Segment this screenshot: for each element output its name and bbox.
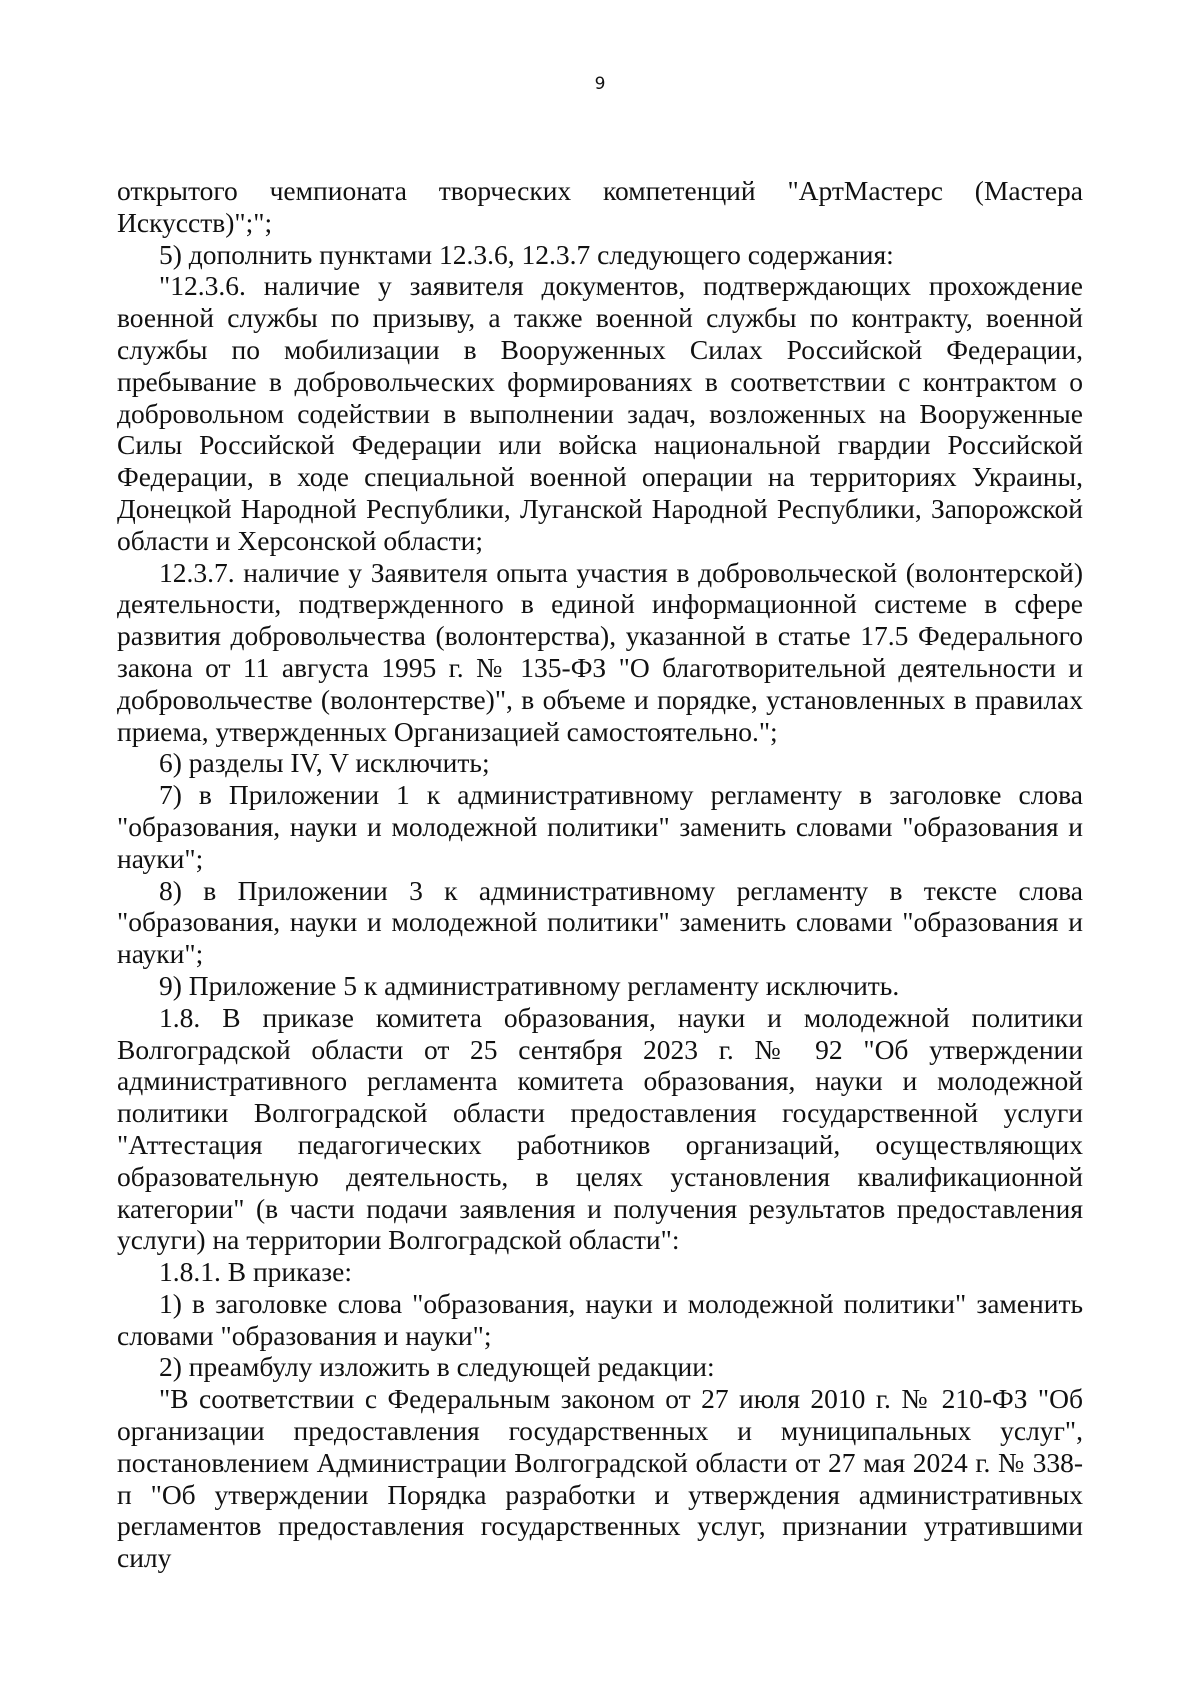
paragraph-preamble: "В соответствии с Федеральным законом от 27 июля 2010 г. № 210-ФЗ "Об организации предоставления государственных и муниципальных услуг", постановлением Администрации Волгоградской области от 27 мая 2024 г. № 338-п "Об утверждении Порядка разработки и утверждения административных регламентов предоставления государственных услуг, признании утратившими силу [117,1383,1083,1574]
paragraph-1-8-1: 1.8.1. В приказе: [159,1256,353,1288]
page-number: 9 [594,74,606,94]
paragraph-item-5: 5) дополнить пунктами 12.3.6, 12.3.7 следующего содержания: [159,238,894,270]
paragraph-12-3-7: 12.3.7. наличие у Заявителя опыта участия в добровольческой (волонтерской) деятельности, подтвержденного в единой информационной системе в сфере развития добровольчества (волонтерства), указанной в статье 17.5 Федерального закона от 11 августа 1995 г. № 135-ФЗ "О благотворительной деятельности и добровольчестве (волонтерстве)", в объеме и порядке, установленных в правилах приема, утвержденных Организацией самостоятельно."; [117,556,1083,747]
paragraph-12-3-6: "12.3.6. наличие у заявителя документов, подтверждающих прохождение военной службы по призыву, а также военной службы по контракту, военной службы по мобилизации в Вооруженных Силах Российской Федерации, пребывание в добровольческих формированиях в соответствии с контрактом о добровольном содействии в выполнении задач, возложенных на Вооруженные Силы Российской Федерации или войска национальной гвардии Российской Федерации, в ходе специальной военной операции на территориях Украины, Донецкой Народной Республики, Луганской Народной Республики, Запорожской области и Херсонской области; [117,270,1083,556]
paragraph-sub-2: 2) преамбулу изложить в следующей редакции: [159,1351,715,1383]
paragraph-continuation: открытого чемпионата творческих компетенций "АртМастерс (Мастера Искусств)";"; [117,175,1083,238]
paragraph-sub-1: 1) в заголовке слова "образования, науки и молодежной политики" заменить словами "образования и науки"; [117,1287,1083,1351]
paragraph-item-8: 8) в Приложении 3 к административному регламенту в тексте слова "образования, науки и молодежной политики" заменить словами "образования и науки"; [117,874,1083,970]
paragraph-item-9: 9) Приложение 5 к административному регламенту исключить. [159,969,900,1001]
paragraph-item-6: 6) разделы IV, V исключить; [159,747,490,779]
paragraph-1-8: 1.8. В приказе комитета образования, науки и молодежной политики Волгоградской области от 25 сентября 2023 г. № 92 "Об утверждении административного регламента комитета образования, науки и молодежной политики Волгоградской области предоставления государственной услуги "Аттестация педагогических работников организаций, осуществляющих образовательную деятельность, в целях установления квалификационной категории" (в части подачи заявления и получения результатов предоставления услуги) на территории Волгоградской области": [117,1001,1083,1256]
document-body [117,175,1083,1574]
paragraph-item-7: 7) в Приложении 1 к административному регламенту в заголовке слова "образования, науки и молодежной политики" заменить словами "образования и науки"; [117,779,1083,874]
